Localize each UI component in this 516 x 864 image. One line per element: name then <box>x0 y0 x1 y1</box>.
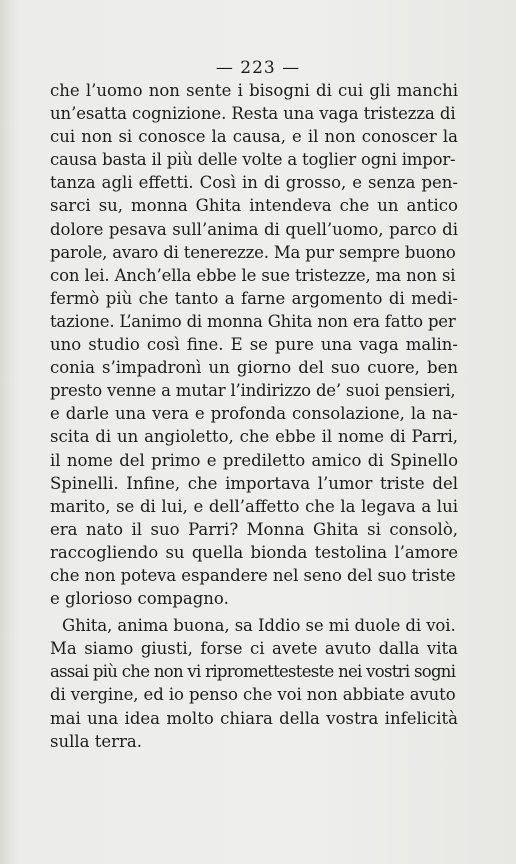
text-line: conia s’impadronì un giorno del suo cuore, ben <box>50 358 458 378</box>
text-line: Ma siamo giusti, forse ci avete avuto dalla vita <box>50 639 458 659</box>
text-line: cui non si conosce la causa, e il non conoscer la <box>50 127 458 147</box>
text-line: presto venne a mutar l’indirizzo de’ suoi pensieri, <box>50 381 456 401</box>
text-line: marito, se di lui, e dell’affetto che la legava a lui <box>50 496 458 516</box>
text-line: e darle una vera e profonda consolazione, la na- <box>50 404 458 424</box>
text-line: un’esatta cognizione. Resta una vaga tristezza di <box>50 104 456 124</box>
body-text <box>50 79 458 753</box>
page-number: — 223 — <box>215 58 301 78</box>
text-line: e glorioso compagno. <box>50 589 229 609</box>
text-line: il nome del primo e prediletto amico di Spinello <box>50 450 458 470</box>
text-line: tanza agli effetti. Così in di grosso, e senza pen- <box>50 173 458 193</box>
text-line: causa basta il più delle volte a toglier ogni impor- <box>50 150 456 170</box>
text-line: era nato il suo Parri? Monna Ghita si consolò, <box>50 519 458 539</box>
text-line: Spinelli. Infine, che importava l’umor triste del <box>50 473 458 493</box>
text-line: Ghita, anima buona, sa Iddio se mi duole di voi. <box>62 616 456 636</box>
text-line: raccogliendo su quella bionda testolina l’amore <box>50 542 458 562</box>
text-line: mai una idea molto chiara della vostra infelicità <box>50 708 458 728</box>
text-line: sarci su, monna Ghita intendeva che un antico <box>50 196 458 216</box>
text-line: di vergine, ed io penso che voi non abbiate avuto <box>50 685 456 705</box>
text-line: fermò più che tanto a farne argomento di medi- <box>50 288 458 308</box>
text-line: che non poteva espandere nel seno del suo triste <box>50 565 456 585</box>
text-line: parole, avaro di tenerezze. Ma pur sempre buono <box>50 242 456 262</box>
text-line: con lei. Anch’ella ebbe le sue tristezze, ma non si <box>50 265 456 285</box>
text-line: assai più che non vi ripromettesteste nei vostri sogni <box>50 662 456 682</box>
text-line: sulla terra. <box>50 731 142 751</box>
text-line: uno studio così fine. E se pure una vaga malin- <box>50 335 458 355</box>
text-line: tazione. L’animo di monna Ghita non era fatto per <box>50 311 456 331</box>
text-line: dolore pesava sull’anima di quell’uomo, parco di <box>50 219 458 239</box>
text-line: scita di un angioletto, che ebbe il nome di Parri, <box>50 427 458 447</box>
text-line: che l’uomo non sente i bisogni di cui gli manchi <box>50 81 458 100</box>
